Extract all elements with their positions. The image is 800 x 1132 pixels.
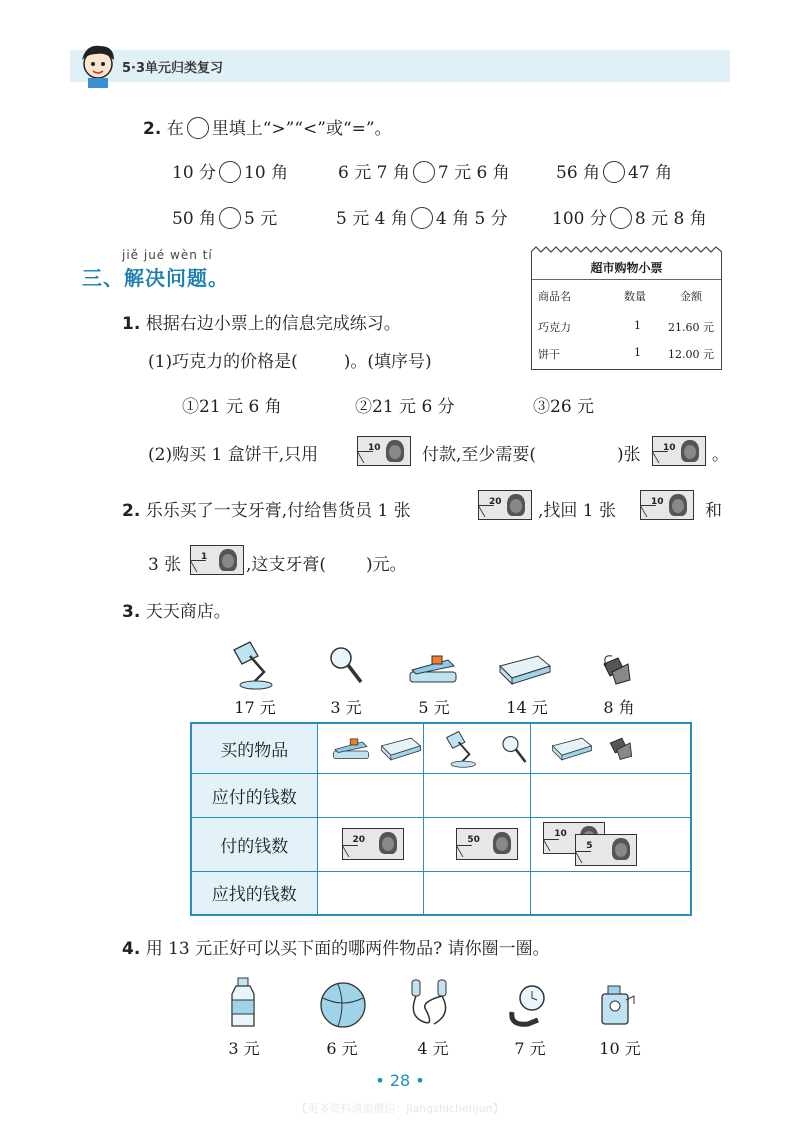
circle-icon [187,117,209,139]
p1-sub2-d: 。 [712,445,729,465]
magnifier-icon [500,732,530,768]
p2-text-b: ,找回 1 张 [538,501,617,521]
items-cell [531,723,691,773]
ball-icon[interactable] [318,980,368,1030]
compare-right: 4 角 5 分 [435,209,508,229]
answer-cell[interactable] [317,871,424,915]
compare-left: 100 分 [552,209,607,229]
p4-text [122,934,550,959]
p2-text: ,这支牙膏( [246,555,327,575]
p4-instruction: 用 13 元正好可以买下面的哪两件物品? 请你圈一圈。 [145,939,550,959]
q2-number: 2. [143,119,162,139]
row-label: 付的钱数 [191,817,317,871]
banknote-10-icon [652,436,706,466]
p2-text-e [246,550,407,575]
water-bottle-icon[interactable] [228,976,258,1030]
receipt-item-amount: 12.00 元 [668,348,714,361]
jump-rope-icon[interactable] [404,976,456,1028]
p1-sub1 [148,347,432,372]
q2-prompt [143,114,392,139]
answer-circle[interactable] [413,161,435,183]
footer-watermark: 【更多资料请加微信：jiangshichenjun】 [296,1102,504,1115]
pencil-box-icon [551,736,593,762]
desk-lamp-icon [228,640,278,690]
compare-left: 50 角 [172,209,217,229]
banknote-5-icon: 5 [575,834,637,866]
receipt-header: 金额 [680,290,702,303]
items-cell [424,723,531,773]
p1-number: 1. [122,314,141,334]
banknote-20-icon: 20 [342,828,404,860]
p1-sub1-text: (1)巧克力的价格是( [148,352,298,372]
answer-circle[interactable] [219,207,241,229]
receipt-header: 商品名 [538,290,571,303]
items-cell [317,723,424,773]
receipt-item-name: 巧克力 [538,321,571,334]
row-label: 买的物品 [191,723,317,773]
section-title: 三、解决问题。 [82,266,229,290]
answer-cell[interactable] [317,773,424,817]
receipt [531,251,722,370]
banknote-50-icon: 50 [456,828,518,860]
banknote-denom: 1 [201,552,208,562]
compare-item [336,204,508,229]
item-price: 6 元 [326,1039,358,1058]
banknote-10-icon [640,490,694,520]
banknote-10-icon [357,436,411,466]
item-price: 8 角 [603,698,635,717]
pencil-sharpener-icon[interactable] [596,980,636,1028]
banknote-denom: 10 [663,443,676,453]
p1-instruction: 根据右边小票上的信息完成练习。 [145,314,401,334]
p1-option: ②21 元 6 分 [355,397,455,417]
pencil-box-icon [498,654,552,686]
receipt-edge [531,246,722,254]
item-price: 17 元 [234,698,276,717]
p4-number: 4. [122,939,141,959]
banknote-1-icon [190,545,244,575]
compare-item [172,158,288,183]
paid-cell [317,817,424,871]
watch-icon[interactable] [508,982,550,1028]
desk-lamp-icon [442,728,480,770]
compare-item [172,204,277,229]
compare-item [556,158,672,183]
p1-sub1-tail: )。(填序号) [343,352,432,372]
compare-item [338,158,510,183]
magnifier-icon [327,644,367,688]
section-pinyin: jiě jué wèn tí [122,248,213,262]
banknote-denom: 10 [368,443,381,453]
q2-prompt-b: 里填上“>”“<”或“=”。 [211,119,392,139]
stapler-icon [332,734,370,762]
banknote-20-icon [478,490,532,520]
answer-circle[interactable] [610,207,632,229]
item-price: 14 元 [506,698,548,717]
compare-right: 7 元 6 角 [437,163,510,183]
p1-sub2-b: 付款,至少需要( [422,445,537,465]
answer-cell[interactable] [531,773,691,817]
page-number: • 28 • [375,1071,425,1090]
receipt-item-qty: 1 [634,346,641,359]
mascot-icon [76,40,120,88]
compare-left: 56 角 [556,163,601,183]
p2-text: 乐乐买了一支牙膏,付给售货员 1 张 [145,501,411,521]
compare-left: 10 分 [172,163,217,183]
shop-table [190,722,692,916]
p1-option: ①21 元 6 角 [182,397,282,417]
item-price: 4 元 [417,1039,449,1058]
compare-right: 8 元 8 角 [634,209,707,229]
answer-cell[interactable] [424,871,531,915]
compare-left: 5 元 4 角 [336,209,408,229]
answer-cell[interactable] [531,871,691,915]
stapler-icon [408,650,458,686]
p2-text-a [122,496,411,521]
receipt-header: 数量 [624,290,646,303]
receipt-item-amount: 21.60 元 [668,321,714,334]
q2-prompt-a: 在 [166,119,184,139]
p2-text-d: 3 张 [148,555,182,575]
banknote-10-icon: 10 [543,822,605,854]
item-price: 3 元 [330,698,362,717]
compare-right: 5 元 [244,209,278,229]
answer-circle[interactable] [411,207,433,229]
item-price: 3 元 [228,1039,260,1058]
compare-left: 6 元 7 角 [338,163,410,183]
header-title: 5·3单元归类复习 [122,61,224,76]
receipt-title: 超市购物小票 [590,261,663,275]
compare-right: 47 角 [628,163,673,183]
row-label: 应找的钱数 [191,871,317,915]
p1-text [122,309,401,334]
item-price: 5 元 [418,698,450,717]
p3-title-text: 天天商店。 [145,602,231,622]
paid-cell [531,817,691,871]
answer-circle[interactable] [603,161,625,183]
p1-sub2-a: (2)购买 1 盒饼干,只用 [148,445,319,465]
compare-item [552,204,707,229]
p3-title [122,597,231,622]
p1-option: ③26 元 [533,397,595,417]
answer-cell[interactable] [424,773,531,817]
receipt-item-qty: 1 [634,319,641,332]
binder-clip-icon [607,734,635,762]
p2-text-c: 和 [705,501,722,521]
p3-number: 3. [122,602,141,622]
banknote-denom: 10 [651,497,664,507]
p2-number: 2. [122,501,141,521]
receipt-item-name: 饼干 [538,348,560,361]
p2-text: )元。 [366,555,407,575]
row-label: 应付的钱数 [191,773,317,817]
binder-clip-icon [600,654,634,686]
paid-cell [424,817,531,871]
pencil-box-icon [380,736,422,762]
compare-right: 10 角 [244,163,289,183]
p1-sub2-c: )张 [617,445,641,465]
item-price: 10 元 [599,1039,641,1058]
answer-circle[interactable] [219,161,241,183]
item-price: 7 元 [514,1039,546,1058]
banknote-denom: 20 [489,497,502,507]
